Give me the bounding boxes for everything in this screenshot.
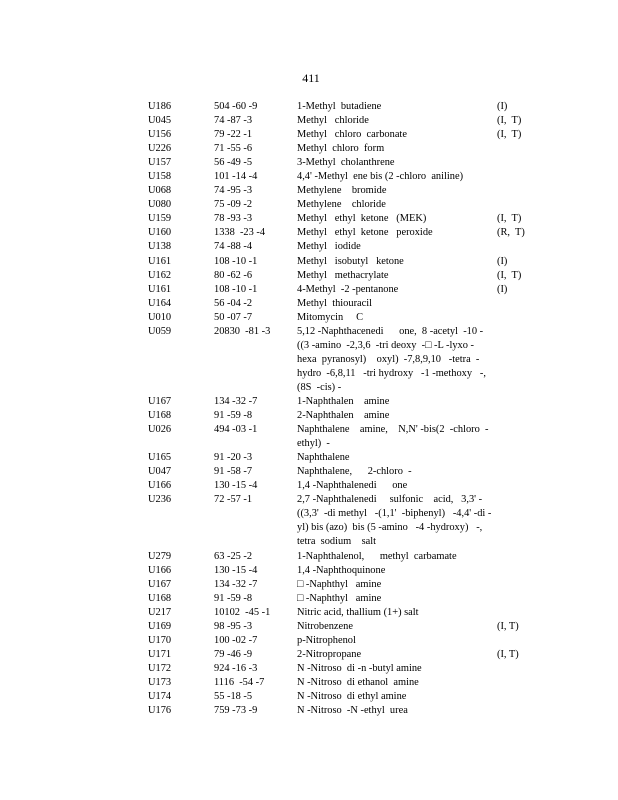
table-row bbox=[148, 283, 548, 297]
cas-number: 56 -04 -2 bbox=[214, 297, 253, 309]
substance-name-line: 4,4' -Methyl ene bis (2 -chloro aniline) bbox=[297, 171, 464, 183]
substance-name bbox=[297, 156, 618, 170]
waste-code: U173 bbox=[148, 676, 172, 688]
substance-name-line: 4-Methyl -2 -pentanone bbox=[297, 283, 399, 295]
table-row bbox=[148, 648, 548, 662]
table-row bbox=[148, 198, 548, 212]
cas-number: 50 -07 -7 bbox=[214, 311, 253, 323]
substance-name-line: Methyl chloro form bbox=[297, 143, 385, 155]
substance-name bbox=[297, 606, 618, 620]
substance-name bbox=[297, 114, 618, 128]
substance-name bbox=[297, 128, 618, 142]
hazard-code: (I, T) bbox=[497, 129, 522, 141]
table-row bbox=[148, 465, 548, 479]
cas-number: 759 -73 -9 bbox=[214, 705, 258, 717]
cas-number: 56 -49 -5 bbox=[214, 157, 253, 169]
substance-name-line: N -Nitroso di ethanol amine bbox=[297, 676, 419, 688]
table-row bbox=[148, 212, 548, 226]
table-row bbox=[148, 606, 548, 620]
substance-name bbox=[297, 620, 618, 634]
cas-number: 91 -59 -8 bbox=[214, 592, 253, 604]
cas-number: 130 -15 -4 bbox=[214, 564, 258, 576]
waste-code: U059 bbox=[148, 325, 172, 337]
substance-name bbox=[297, 704, 618, 718]
table-row bbox=[148, 170, 548, 184]
waste-code: U164 bbox=[148, 297, 172, 309]
table-row bbox=[148, 255, 548, 269]
waste-code: U156 bbox=[148, 129, 172, 141]
table-row bbox=[148, 423, 548, 451]
hazard-code: (I) bbox=[497, 255, 508, 267]
substance-name-line: 2-Nitropropane bbox=[297, 648, 362, 660]
substance-name-line: hydro -6,8,11 -tri hydroxy -1 -methoxy -, bbox=[297, 367, 486, 379]
substance-name-line: 1-Naphthalenol, methyl carbamate bbox=[297, 550, 457, 562]
page-number: 411 bbox=[302, 71, 320, 85]
waste-code: U162 bbox=[148, 269, 172, 281]
cas-number: 494 -03 -1 bbox=[214, 424, 258, 436]
cas-number: 91 -59 -8 bbox=[214, 410, 253, 422]
waste-code: U217 bbox=[148, 606, 172, 618]
substance-name-line: Methyl iodide bbox=[297, 241, 361, 253]
table-row bbox=[148, 114, 548, 128]
substance-name-line: Methyl thiouracil bbox=[297, 297, 373, 309]
substance-name bbox=[297, 465, 618, 479]
substance-name-line: yl) bis (azo) bis (5 -amino -4 -hydroxy) -, bbox=[297, 522, 483, 534]
table-row bbox=[148, 451, 548, 465]
waste-code: U170 bbox=[148, 634, 172, 646]
waste-code: U026 bbox=[148, 424, 172, 436]
cas-number: 91 -20 -3 bbox=[214, 452, 253, 464]
waste-code: U159 bbox=[148, 213, 172, 225]
hazard-code: (I, T) bbox=[497, 648, 519, 660]
table-row bbox=[148, 578, 548, 592]
table-row bbox=[148, 620, 548, 634]
substance-name bbox=[297, 479, 618, 493]
cas-number: 504 -60 -9 bbox=[214, 101, 258, 112]
table-row bbox=[148, 395, 548, 409]
waste-code: U167 bbox=[148, 395, 172, 407]
substance-name bbox=[297, 451, 618, 465]
substance-name-line: Mitomycin C bbox=[297, 311, 364, 323]
waste-code: U161 bbox=[148, 255, 172, 267]
hazard-code: (I, T) bbox=[497, 115, 522, 127]
substance-name bbox=[297, 100, 618, 114]
substance-name bbox=[297, 423, 618, 451]
substance-name bbox=[297, 648, 618, 662]
hazardous-waste-table bbox=[148, 100, 548, 718]
substance-name-line: □ -Naphthyl amine bbox=[297, 578, 382, 590]
substance-name bbox=[297, 297, 618, 311]
waste-code: U167 bbox=[148, 578, 172, 590]
cas-number: 78 -93 -3 bbox=[214, 213, 253, 225]
table-row bbox=[148, 156, 548, 170]
cas-number: 1116 -54 -7 bbox=[214, 676, 265, 688]
waste-code: U138 bbox=[148, 241, 172, 253]
waste-code: U176 bbox=[148, 705, 172, 717]
waste-code: U157 bbox=[148, 157, 172, 169]
substance-name-line: Naphthalene bbox=[297, 452, 350, 464]
substance-name bbox=[297, 662, 618, 676]
hazard-code: (I) bbox=[497, 283, 508, 295]
substance-name bbox=[297, 676, 618, 690]
cas-number: 134 -32 -7 bbox=[214, 395, 258, 407]
table-row bbox=[148, 634, 548, 648]
substance-name bbox=[297, 592, 618, 606]
hazard-code: (I, T) bbox=[497, 213, 522, 225]
table-row bbox=[148, 704, 548, 718]
table-row bbox=[148, 240, 548, 254]
substance-name bbox=[297, 255, 618, 269]
substance-name-line: Methylene chloride bbox=[297, 199, 386, 211]
table-row bbox=[148, 184, 548, 198]
waste-code: U161 bbox=[148, 283, 172, 295]
table-row bbox=[148, 100, 548, 114]
substance-name bbox=[297, 325, 618, 395]
waste-code: U165 bbox=[148, 452, 172, 464]
cas-number: 72 -57 -1 bbox=[214, 494, 253, 506]
waste-code: U166 bbox=[148, 480, 172, 492]
waste-code: U047 bbox=[148, 466, 172, 478]
substance-name-line: ((3 -amino -2,3,6 -tri deoxy -□ -L -lyxo - bbox=[297, 339, 475, 351]
substance-name-line: Methyl chloro carbonate bbox=[297, 129, 407, 141]
substance-name bbox=[297, 142, 618, 156]
table-row bbox=[148, 226, 548, 240]
substance-name-line: ethyl) - bbox=[297, 438, 330, 450]
table-row bbox=[148, 128, 548, 142]
substance-name bbox=[297, 550, 618, 564]
table-row bbox=[148, 142, 548, 156]
hazard-code: (R, T) bbox=[497, 227, 525, 239]
substance-name bbox=[297, 212, 618, 226]
table-row bbox=[148, 550, 548, 564]
substance-name-line: 2,7 -Naphthalenedi sulfonic acid, 3,3' - bbox=[297, 494, 483, 506]
substance-name bbox=[297, 184, 618, 198]
substance-name-line: □ -Naphthyl amine bbox=[297, 592, 382, 604]
table-row bbox=[148, 493, 548, 549]
waste-code: U174 bbox=[148, 690, 172, 702]
cas-number: 10102 -45 -1 bbox=[214, 606, 271, 618]
cas-number: 134 -32 -7 bbox=[214, 578, 258, 590]
cas-number: 108 -10 -1 bbox=[214, 255, 258, 267]
waste-code: U169 bbox=[148, 620, 172, 632]
table-row bbox=[148, 311, 548, 325]
cas-number: 108 -10 -1 bbox=[214, 283, 258, 295]
substance-name-line: 3-Methyl cholanthrene bbox=[297, 157, 395, 169]
substance-name-line: Methyl isobutyl ketone bbox=[297, 255, 404, 267]
substance-name-line: 5,12 -Naphthacenedi one, 8 -acetyl -10 - bbox=[297, 325, 484, 337]
substance-name-line: tetra sodium salt bbox=[297, 536, 377, 548]
substance-name-line: Methyl ethyl ketone peroxide bbox=[297, 227, 433, 239]
substance-name bbox=[297, 240, 618, 254]
substance-name-line: (8S -cis) - bbox=[297, 381, 342, 393]
waste-code: U236 bbox=[148, 494, 172, 506]
cas-number: 98 -95 -3 bbox=[214, 620, 253, 632]
waste-code: U068 bbox=[148, 185, 172, 197]
table-row bbox=[148, 325, 548, 395]
substance-name-line: Methyl ethyl ketone (MEK) bbox=[297, 213, 427, 225]
waste-code: U080 bbox=[148, 199, 172, 211]
hazard-code: (I, T) bbox=[497, 269, 522, 281]
substance-name-line: Methyl methacrylate bbox=[297, 269, 389, 281]
table-row bbox=[148, 564, 548, 578]
substance-name bbox=[297, 311, 618, 325]
table-row bbox=[148, 690, 548, 704]
cas-number: 79 -46 -9 bbox=[214, 648, 253, 660]
substance-name-line: ((3,3' -di methyl -(1,1' -biphenyl) -4,4' -di - bbox=[297, 508, 492, 520]
substance-name bbox=[297, 409, 618, 423]
substance-name bbox=[297, 395, 618, 409]
substance-name-line: 1,4 -Naphthalenedi one bbox=[297, 480, 408, 492]
substance-name bbox=[297, 564, 618, 578]
substance-name bbox=[297, 269, 618, 283]
substance-name-line: p-Nitrophenol bbox=[297, 634, 356, 646]
hazard-code: (I) bbox=[497, 101, 508, 112]
waste-code: U166 bbox=[148, 564, 172, 576]
waste-code: U158 bbox=[148, 171, 172, 183]
waste-code: U168 bbox=[148, 410, 172, 422]
waste-code: U171 bbox=[148, 648, 172, 660]
cas-number: 80 -62 -6 bbox=[214, 269, 253, 281]
table-row bbox=[148, 479, 548, 493]
waste-code: U279 bbox=[148, 550, 172, 562]
substance-name-line: 1,4 -Naphthoquinone bbox=[297, 564, 386, 576]
substance-name-line: 1-Naphthalen amine bbox=[297, 395, 390, 407]
waste-code: U186 bbox=[148, 101, 172, 112]
table-row bbox=[148, 592, 548, 606]
hazard-code: (I, T) bbox=[497, 620, 519, 632]
substance-name-line: 2-Naphthalen amine bbox=[297, 410, 390, 422]
waste-code: U160 bbox=[148, 227, 172, 239]
substance-name-line: Naphthalene amine, N,N' -bis(2 -chloro - bbox=[297, 424, 489, 436]
waste-code: U168 bbox=[148, 592, 172, 604]
substance-name bbox=[297, 634, 618, 648]
substance-name-line: N -Nitroso di -n -butyl amine bbox=[297, 662, 422, 674]
cas-number: 75 -09 -2 bbox=[214, 199, 253, 211]
cas-number: 79 -22 -1 bbox=[214, 129, 253, 141]
waste-code: U045 bbox=[148, 115, 172, 127]
cas-number: 55 -18 -5 bbox=[214, 690, 253, 702]
substance-name bbox=[297, 198, 618, 212]
substance-name bbox=[297, 493, 618, 549]
substance-name-line: N -Nitroso -N -ethyl urea bbox=[297, 705, 408, 717]
cas-number: 71 -55 -6 bbox=[214, 143, 253, 155]
substance-name bbox=[297, 578, 618, 592]
table-row bbox=[148, 269, 548, 283]
cas-number: 74 -87 -3 bbox=[214, 115, 253, 127]
table-row bbox=[148, 297, 548, 311]
substance-name bbox=[297, 170, 618, 184]
cas-number: 63 -25 -2 bbox=[214, 550, 253, 562]
cas-number: 91 -58 -7 bbox=[214, 466, 253, 478]
cas-number: 74 -95 -3 bbox=[214, 185, 253, 197]
substance-name bbox=[297, 690, 618, 704]
substance-name-line: Nitrobenzene bbox=[297, 620, 353, 632]
substance-name-line: Naphthalene, 2-chloro - bbox=[297, 466, 412, 478]
cas-number: 130 -15 -4 bbox=[214, 480, 258, 492]
cas-number: 20830 -81 -3 bbox=[214, 325, 271, 337]
cas-number: 1338 -23 -4 bbox=[214, 227, 266, 239]
table-row bbox=[148, 409, 548, 423]
table-row bbox=[148, 662, 548, 676]
cas-number: 100 -02 -7 bbox=[214, 634, 258, 646]
waste-code: U010 bbox=[148, 311, 172, 323]
substance-name-line: 1-Methyl butadiene bbox=[297, 101, 382, 112]
waste-code: U226 bbox=[148, 143, 172, 155]
waste-code: U172 bbox=[148, 662, 172, 674]
substance-name-line: N -Nitroso di ethyl amine bbox=[297, 690, 407, 702]
cas-number: 101 -14 -4 bbox=[214, 171, 258, 183]
substance-name-line: Methyl chloride bbox=[297, 115, 369, 127]
cas-number: 74 -88 -4 bbox=[214, 241, 253, 253]
substance-name-line: Nitric acid, thallium (1+) salt bbox=[297, 606, 419, 618]
substance-name bbox=[297, 283, 618, 297]
cas-number: 924 -16 -3 bbox=[214, 662, 258, 674]
substance-name bbox=[297, 226, 618, 240]
table-row bbox=[148, 676, 548, 690]
substance-name-line: hexa pyranosyl) oxyl) -7,8,9,10 -tetra - bbox=[297, 353, 480, 365]
substance-name-line: Methylene bromide bbox=[297, 185, 387, 197]
